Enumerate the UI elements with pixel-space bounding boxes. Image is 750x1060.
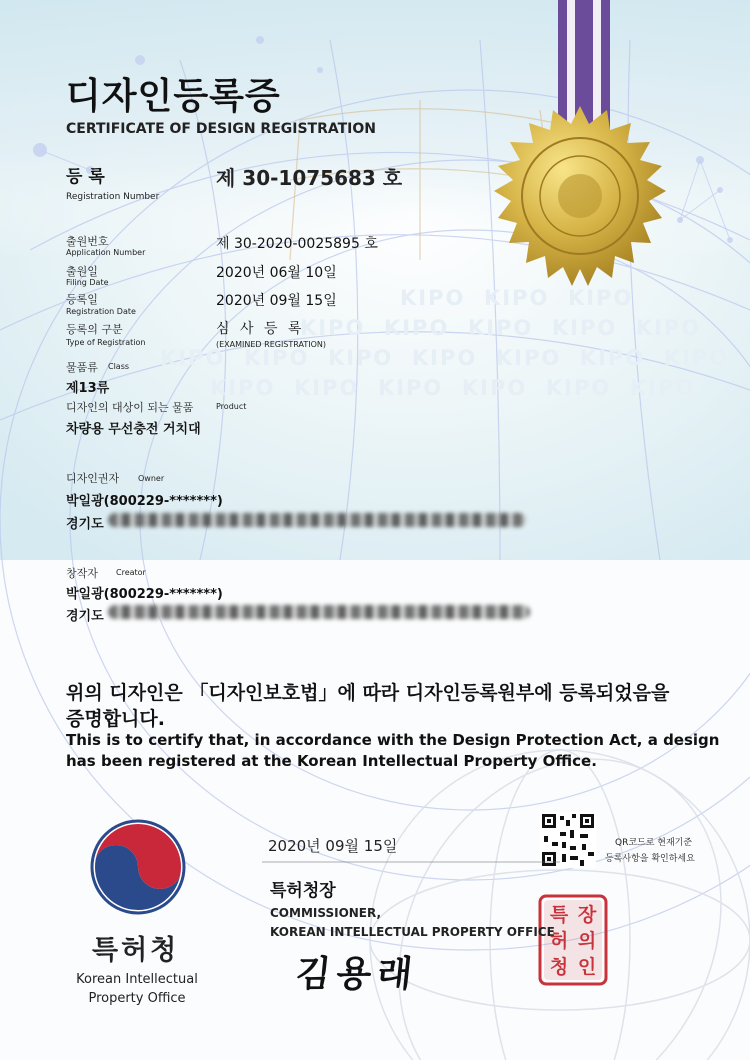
kipo-watermark-row: KIPO KIPO KIPO KIPO KIPO bbox=[300, 316, 702, 340]
qr-note-line2: 등록사항을 확인하세요 bbox=[605, 854, 695, 864]
registration-date-value: 2020년 09월 15일 bbox=[216, 293, 337, 309]
qr-note-line1: QR코드로 현재기준 bbox=[615, 838, 693, 848]
commissioner-title-en-line1: COMMISSIONER, bbox=[270, 906, 382, 920]
filing-date-label-en: Filing Date bbox=[66, 278, 109, 287]
office-logo-en-line1: Korean Intellectual bbox=[76, 972, 198, 987]
seal-char: 인 bbox=[577, 956, 597, 978]
commissioner-signature: 김용래 bbox=[293, 953, 421, 995]
product-value: 차량용 무선충전 거치대 bbox=[66, 422, 201, 437]
registration-number: 제 30-1075683 호 bbox=[216, 166, 403, 190]
product-label-en: Product bbox=[216, 402, 247, 411]
creator-label-en: Creator bbox=[116, 568, 146, 577]
official-seal bbox=[545, 900, 601, 980]
registration-type-value-en: (EXAMINED REGISTRATION) bbox=[216, 340, 327, 349]
statement-en-line1: This is to certify that, in accordance with the Design Protection Act, a design bbox=[66, 731, 720, 749]
registration-type-value: 심 사 등 록 bbox=[216, 321, 305, 337]
commissioner-title-en-line2: KOREAN INTELLECTUAL PROPERTY OFFICE bbox=[270, 925, 555, 939]
product-label-ko: 디자인의 대상이 되는 물품 bbox=[66, 401, 194, 414]
class-value: 제13류 bbox=[66, 381, 110, 396]
statement-ko-line2: 증명합니다. bbox=[66, 708, 165, 730]
registration-date-label-en: Registration Date bbox=[66, 307, 136, 316]
office-logo-en-line2: Property Office bbox=[88, 991, 186, 1006]
owner-name: 박일광(800229-*******) bbox=[66, 494, 223, 509]
creator-name: 박일광(800229-*******) bbox=[66, 587, 223, 602]
registration-type-label-ko: 등록의 구분 bbox=[66, 323, 123, 336]
filing-date-label-ko: 출원일 bbox=[66, 265, 98, 278]
commissioner-title-ko: 특허청장 bbox=[270, 881, 336, 901]
class-label-ko: 물품류 bbox=[66, 361, 98, 374]
class-label-en: Class bbox=[108, 362, 130, 371]
kipo-watermark-row: KIPO KIPO KIPO KIPO KIPO KIPO KIPO bbox=[160, 346, 730, 370]
certificate-title-en: CERTIFICATE OF DESIGN REGISTRATION bbox=[66, 121, 377, 137]
owner-label-ko: 디자인권자 bbox=[66, 472, 120, 485]
kipo-watermark-row: KIPO KIPO KIPO bbox=[400, 286, 634, 310]
issue-date: 2020년 09월 15일 bbox=[268, 837, 398, 855]
seal-char: 허 bbox=[549, 930, 569, 952]
owner-label-en: Owner bbox=[138, 474, 165, 483]
certificate-title-ko: 디자인등록증 bbox=[66, 76, 281, 117]
registration-label-en: Registration Number bbox=[66, 192, 160, 202]
seal-char: 청 bbox=[549, 956, 569, 978]
statement-en-line2: has been registered at the Korean Intellectual Property Office. bbox=[66, 752, 597, 770]
filing-date-value: 2020년 06월 10일 bbox=[216, 265, 337, 281]
application-number-label-ko: 출원번호 bbox=[66, 235, 109, 248]
office-logo-ko: 특허청 bbox=[92, 935, 180, 966]
owner-address-prefix: 경기도 bbox=[66, 517, 104, 532]
seal-char: 의 bbox=[577, 930, 597, 952]
creator-label-ko: 창작자 bbox=[66, 567, 98, 580]
statement-ko-line1: 위의 디자인은 「디자인보호법」에 따라 디자인등록원부에 등록되었음을 bbox=[66, 682, 670, 704]
kipo-watermark-row: KIPO KIPO KIPO KIPO KIPO KIPO bbox=[210, 376, 696, 400]
registration-date-label-ko: 등록일 bbox=[66, 293, 98, 306]
owner-address-redacted bbox=[108, 513, 526, 527]
registration-label-ko: 등 록 bbox=[66, 167, 105, 187]
registration-type-label-en: Type of Registration bbox=[66, 338, 146, 347]
application-number-value: 제 30-2020-0025895 호 bbox=[216, 236, 378, 252]
application-number-label-en: Application Number bbox=[66, 248, 146, 257]
kipo-logo-icon bbox=[92, 821, 184, 913]
qr-code-icon[interactable] bbox=[540, 812, 596, 868]
seal-char: 특 bbox=[549, 904, 569, 926]
creator-address-redacted bbox=[108, 605, 530, 619]
creator-address-prefix: 경기도 bbox=[66, 609, 104, 624]
seal-char: 장 bbox=[577, 904, 597, 926]
